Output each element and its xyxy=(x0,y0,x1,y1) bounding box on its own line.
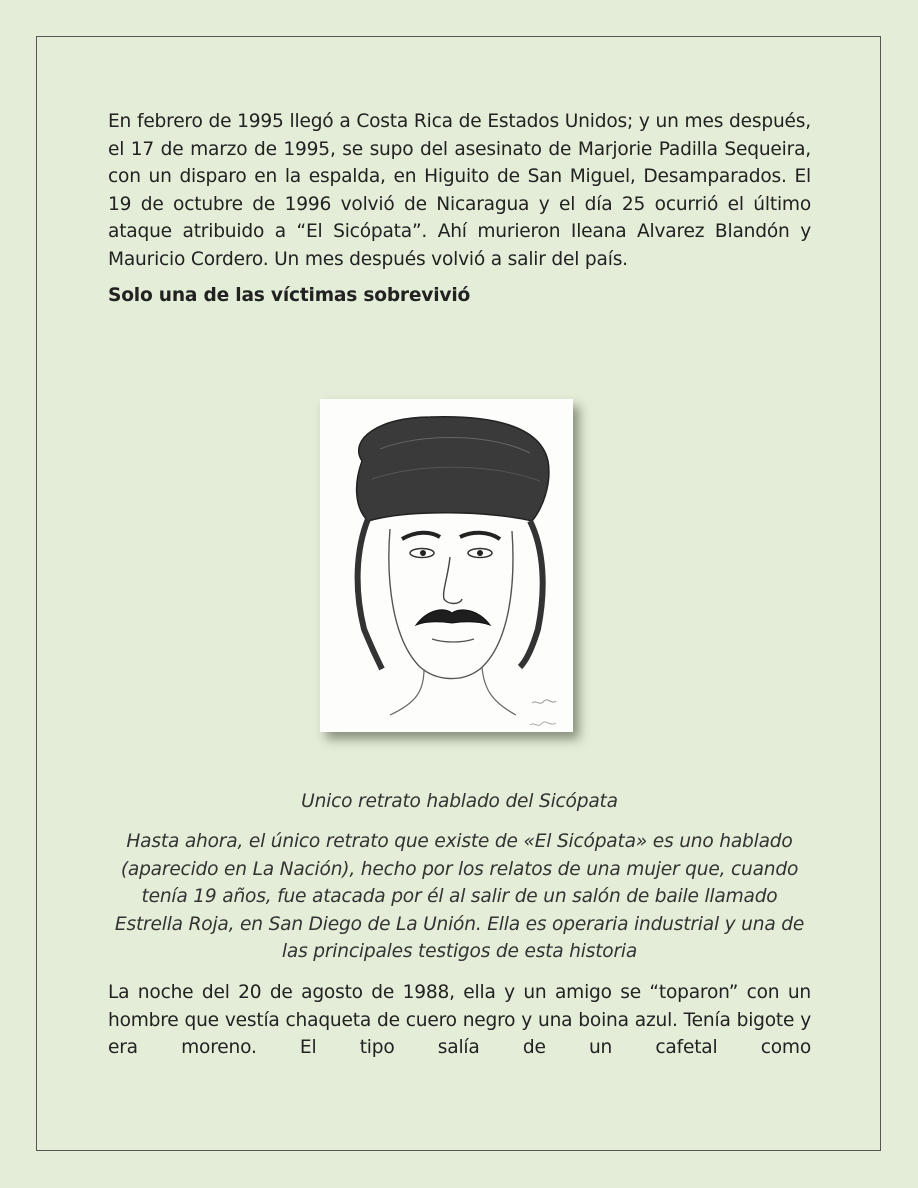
article-paragraph-2: La noche del 20 de agosto de 1988, ella y un amigo se “toparon” con un hombre que vestía chaqueta de cuero negro y una boina azul. Tenía bigote y era moreno. El tipo salía de un cafetal como xyxy=(108,982,811,1059)
section-heading: Solo una de las víctimas sobrevivió xyxy=(108,284,471,306)
figure-caption: Unico retrato hablado del Sicópata xyxy=(301,791,618,812)
article-paragraph-1: En febrero de 1995 llegó a Costa Rica de Estados Unidos; y un mes después, el 17 de marzo de 1995, se supo del asesinato de Marjorie Padilla Sequeira, con un disparo en la espalda, en Higuito de San Miguel, Desamparados. El 19 de octubre de 1996 volvió de Nicaragua y el día 25 ocurrió el último ataque atribuido a “El Sicópata”. Ahí murieron Ileana Alvarez Blandón y Mauricio Cordero. Un mes después volvió a salir del país. xyxy=(108,111,811,270)
suspect-sketch-image xyxy=(320,399,573,732)
article-body-bottom xyxy=(108,979,811,1062)
sketch-drawing xyxy=(320,399,573,732)
figure-description: Hasta ahora, el único retrato que existe de «El Sicópata» es uno hablado (aparecido en La Nación), hecho por los relatos de una mujer que, cuando tenía 19 años, fue atacada por él al salir de un salón de baile llamado Estrella Roja, en San Diego de La Unión. Ella es operaria industrial y una de las principales testigos de esta historia xyxy=(114,831,805,963)
article-body-top xyxy=(108,108,811,309)
